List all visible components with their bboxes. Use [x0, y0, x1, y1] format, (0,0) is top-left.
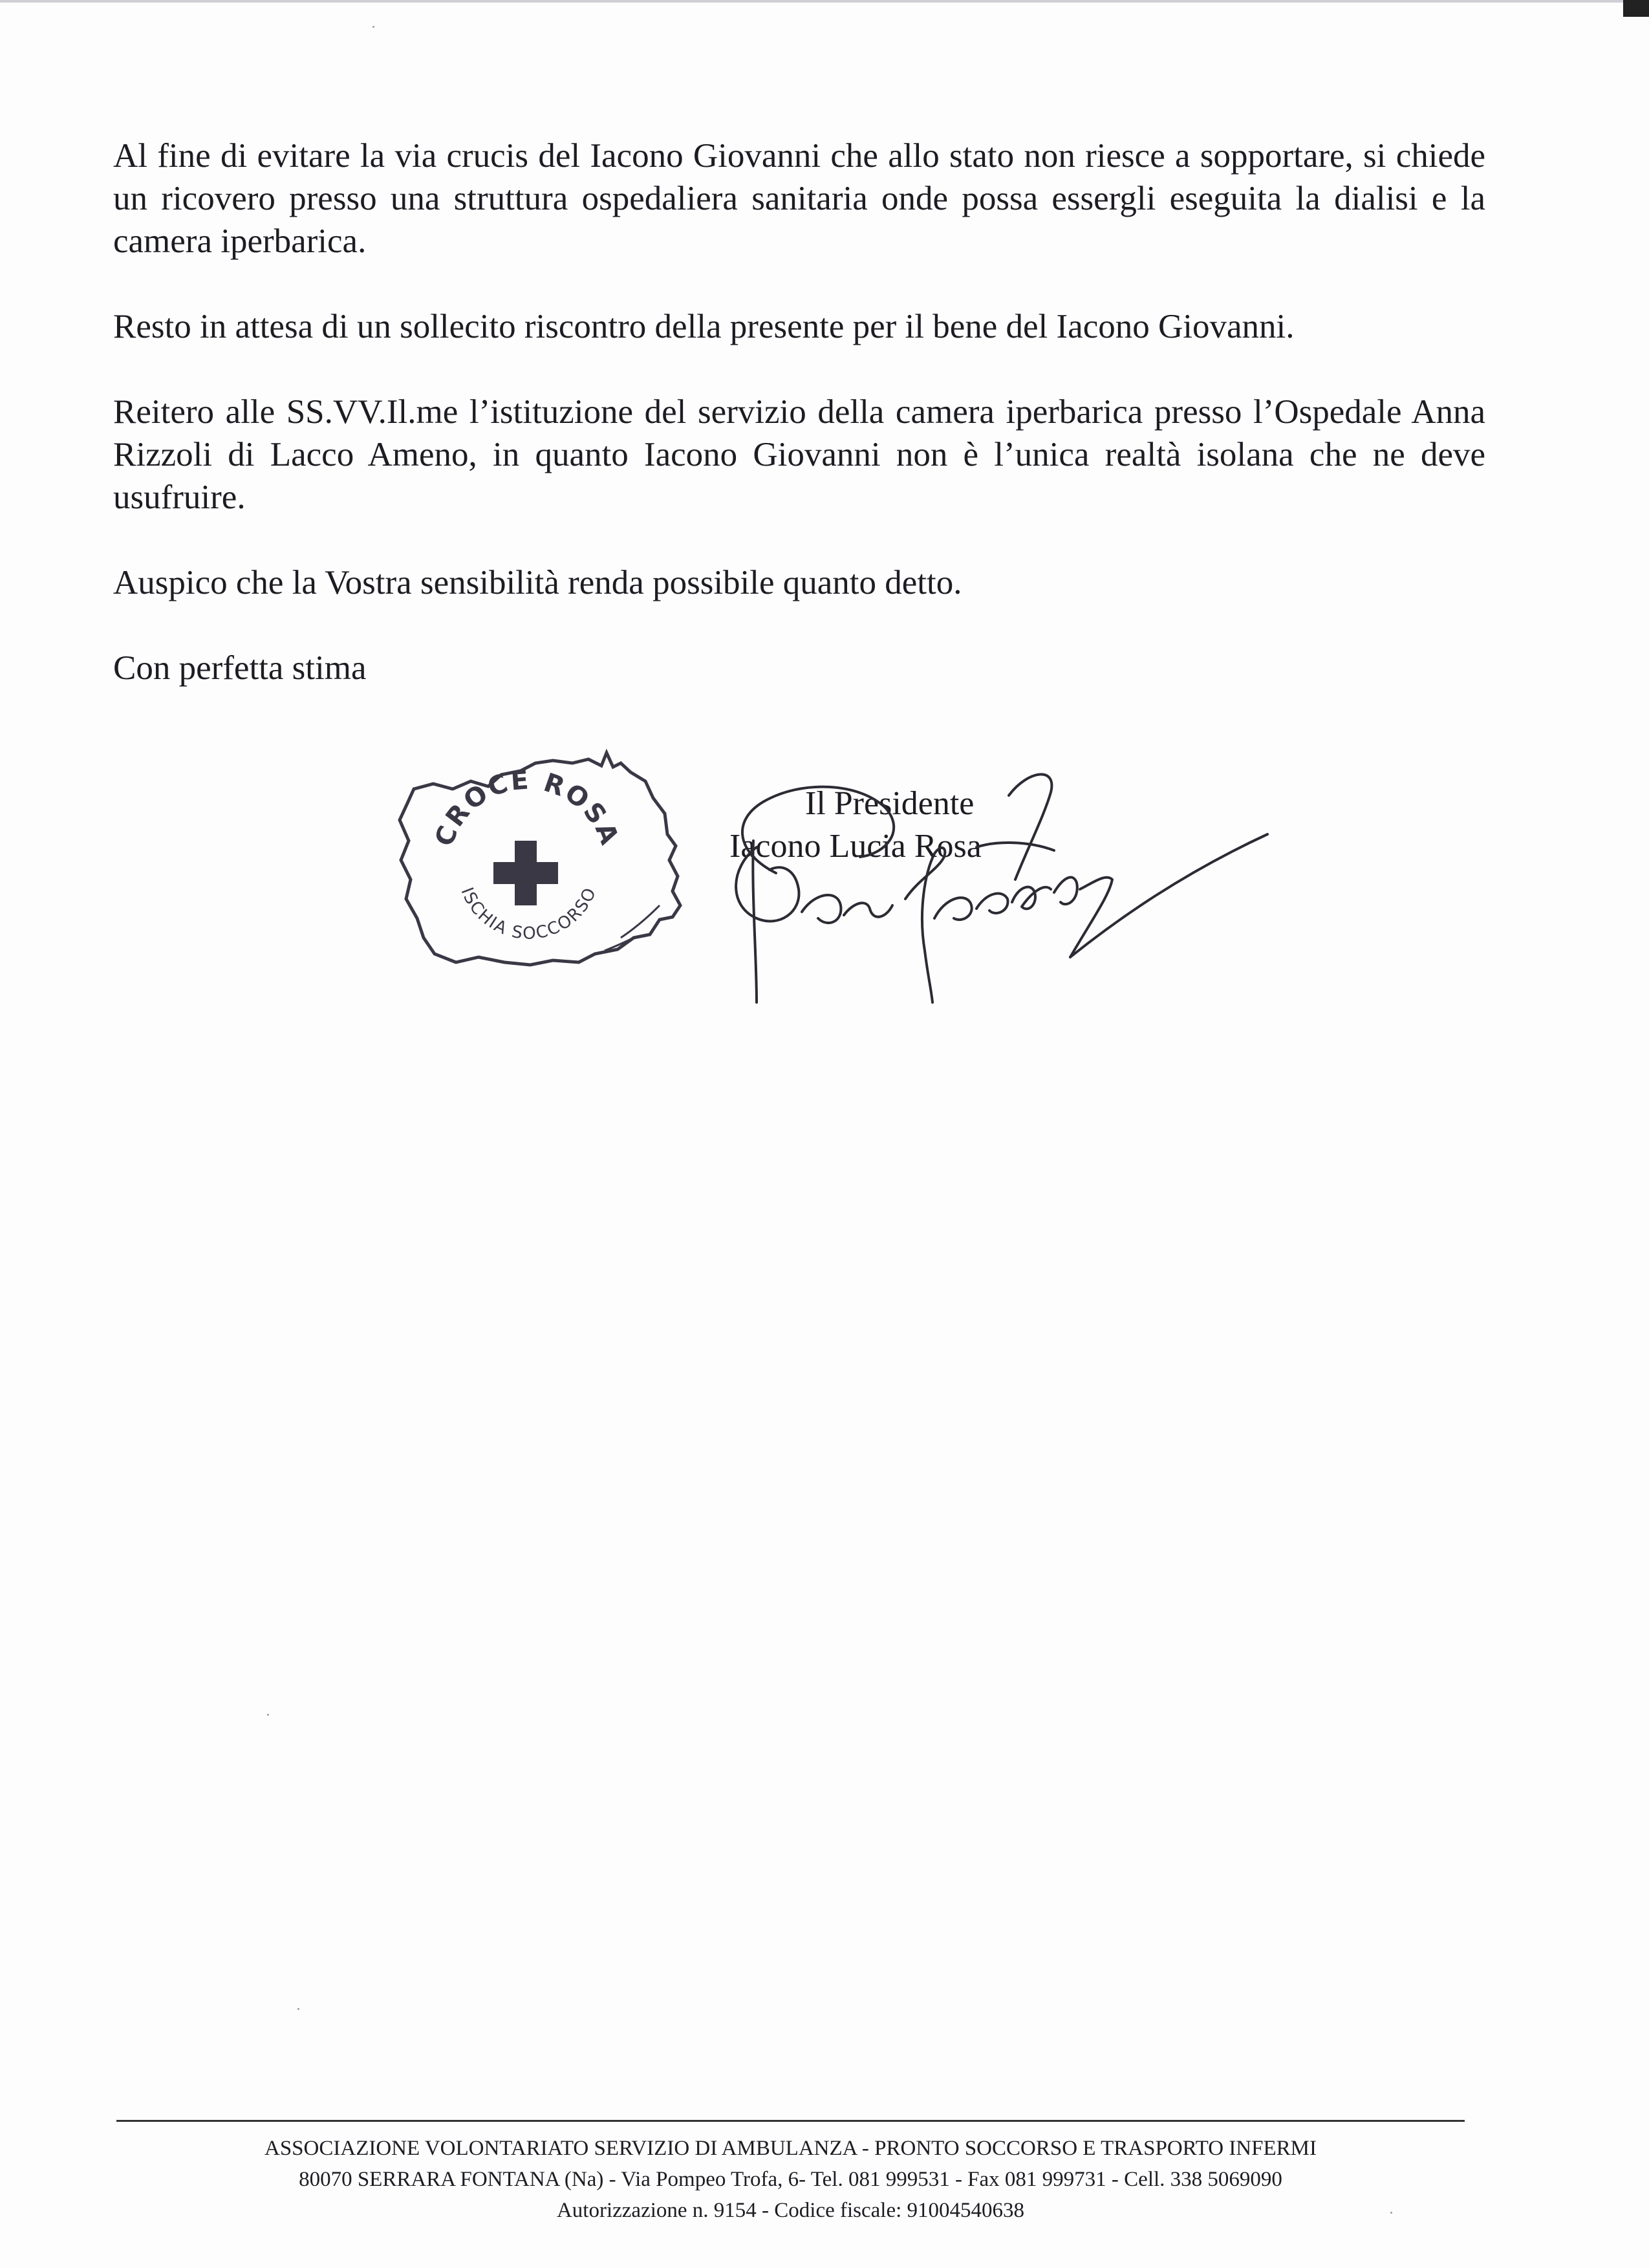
handwritten-signature — [692, 744, 1293, 1015]
footer-association-name: ASSOCIAZIONE VOLONTARIATO SERVIZIO DI AMBULANZA - PRONTO SOCCORSO E TRASPORTO INFERMI — [264, 2137, 1317, 2160]
closing-salutation: Con perfetta stima — [113, 649, 367, 687]
paragraph-ricovero: Al fine di evitare la via crucis del Iacono Giovanni che allo stato non riesce a sopportare, si chiede un ricovero presso una struttura ospedaliera sanitaria onde possa essergli eseguita la dialisi e la camera iperbarica. — [113, 137, 1485, 260]
footer-authorization-fiscal-code: Autorizzazione n. 9154 - Codice fiscale: 91004540638 — [556, 2199, 1025, 2222]
scan-speck — [267, 1714, 269, 1716]
scan-corner-mark — [1623, 0, 1649, 17]
stamp-text-bottom: ISCHIA SOCCORSO — [457, 884, 601, 944]
scan-speck — [372, 26, 374, 28]
scan-speck — [297, 2008, 299, 2010]
paragraph-camera-iperbarica: Reitero alle SS.VV.Il.me l’istituzione del servizio della camera iperbarica presso l’Ospedale Anna Rizzoli di Lacco Ameno, in quanto Iacono Giovanni non è l’unica realtà isolana che ne deve usufruire. — [113, 393, 1485, 516]
footer-divider — [116, 2120, 1465, 2122]
stamp-text-top: CROCE ROSA — [429, 765, 625, 850]
croce-rosa-stamp — [388, 744, 685, 983]
signatory-title: Il Presidente — [805, 785, 975, 822]
scan-speck — [1390, 2212, 1392, 2214]
paragraph-auspico: Auspico che la Vostra sensibilità renda possibile quanto detto. — [113, 564, 962, 601]
paragraph-attesa: Resto in attesa di un sollecito riscontro della presente per il bene del Iacono Giovanni. — [113, 308, 1295, 345]
svg-text:CROCE ROSA — [429, 765, 625, 850]
letter-body — [113, 135, 1485, 689]
signatory-name: Iacono Lucia Rosa — [729, 828, 982, 865]
cross-icon — [493, 841, 558, 905]
letterhead-footer — [116, 2133, 1465, 2226]
signature-block — [388, 744, 1293, 1015]
footer-address-contacts: 80070 SERRARA FONTANA (Na) - Via Pompeo Trofa, 6- Tel. 081 999531 - Fax 081 999731 - Cell. 338 5069090 — [299, 2168, 1282, 2191]
scan-top-edge — [0, 0, 1649, 3]
